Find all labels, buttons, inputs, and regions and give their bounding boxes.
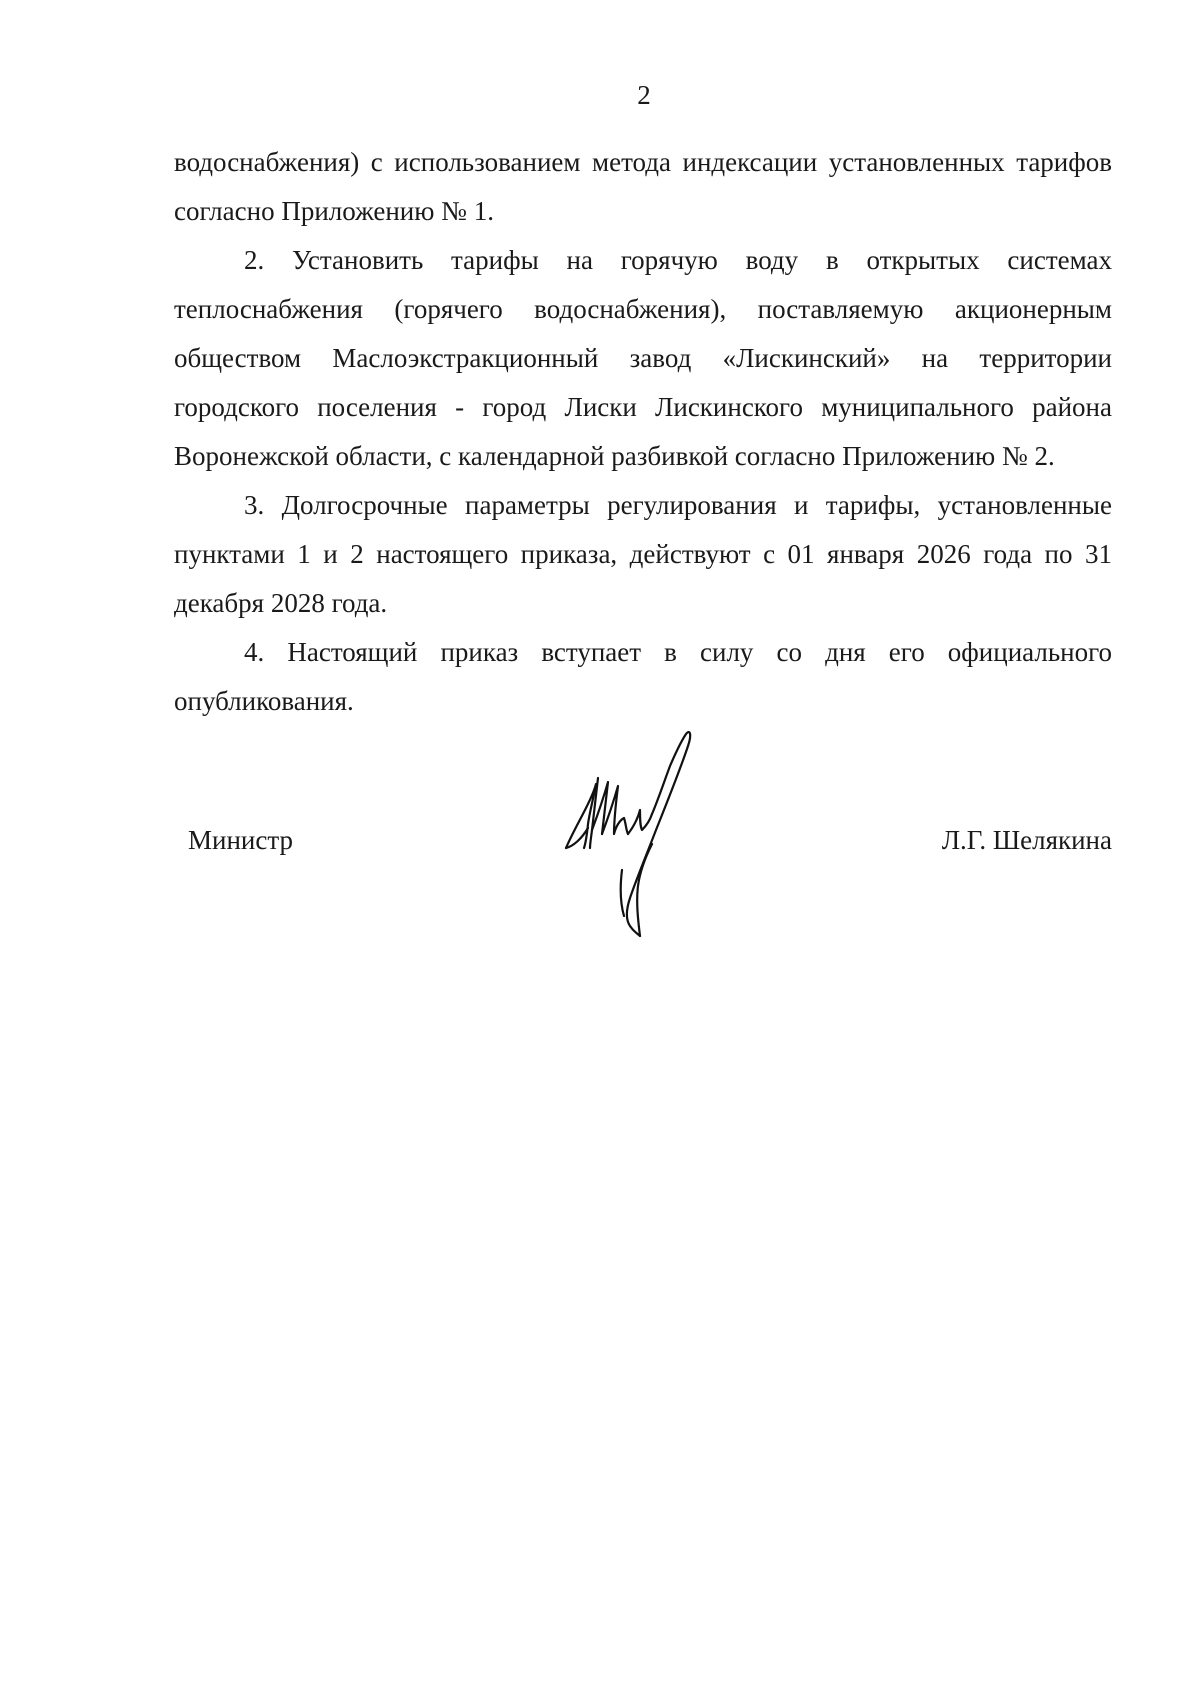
signer-name: Л.Г. Шелякина xyxy=(941,825,1112,855)
paragraph-2-tariffs: 2. Установить тарифы на горячую воду в открытых системах теплоснабжения (горячего водоснабжения), поставляемую акционерным обществом Маслоэкстракционный завод «Лискинский» на территории городского поселения - город Лиски Лискинского муниципального района Воронежской области, с календарной разбивкой согласно Приложению № 2. xyxy=(174,245,1112,471)
page-number xyxy=(0,80,1200,110)
paragraph-4-entry-into-force: 4. Настоящий приказ вступает в силу со дня его официального опубликования. xyxy=(174,637,1112,716)
page-number-text: 2 xyxy=(637,80,651,110)
signer-position: Министр xyxy=(188,825,293,855)
signature-block xyxy=(0,820,1200,860)
paragraph-1-continuation: водоснабжения) с использованием метода индексации установленных тарифов согласно Приложению № 1. xyxy=(174,147,1112,226)
paragraph-3-validity-period: 3. Долгосрочные параметры регулирования и тарифы, установленные пунктами 1 и 2 настоящего приказа, действуют с 01 января 2026 года по 31 декабря 2028 года. xyxy=(174,490,1112,618)
document-body xyxy=(174,138,1112,726)
